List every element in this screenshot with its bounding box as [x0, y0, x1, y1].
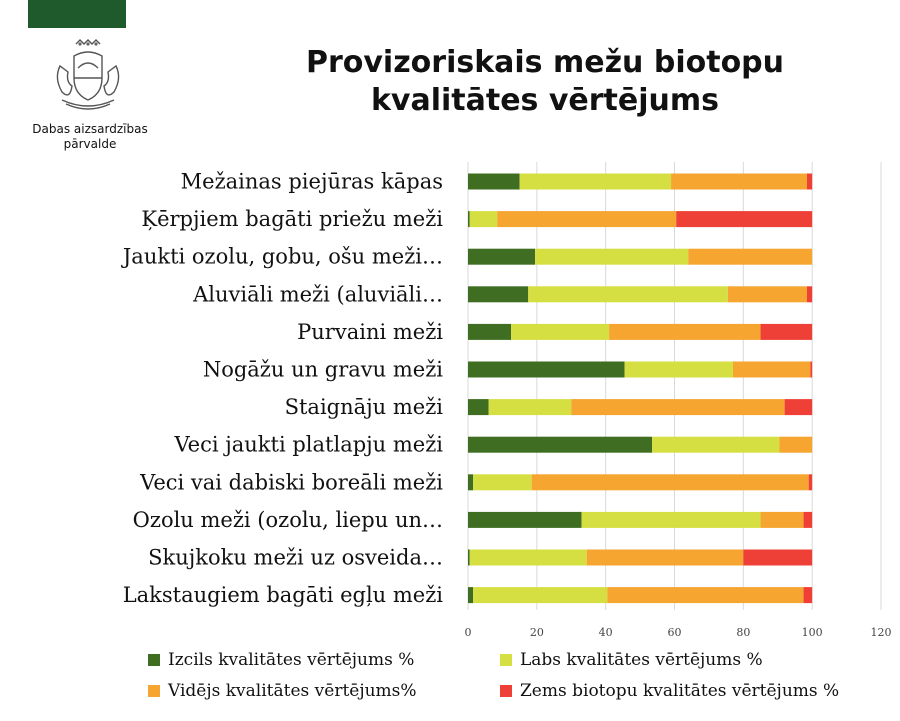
org-name-line1: Dabas aizsardzības — [32, 122, 148, 136]
bar-segment — [804, 512, 813, 528]
bar-segment — [497, 211, 676, 227]
bar-segment — [511, 324, 609, 340]
x-tick-label: 120 — [870, 626, 892, 639]
bar-segment — [671, 174, 807, 190]
bar-segment — [571, 399, 784, 415]
legend-label: Izcils kvalitātes vērtējums % — [168, 650, 415, 670]
title-line2: kvalitātes vērtējums — [370, 83, 720, 118]
bar-segment — [468, 550, 470, 566]
bar-segment — [468, 249, 535, 265]
bar-segment — [761, 512, 804, 528]
bar-segment — [468, 399, 489, 415]
legend-label: Labs kvalitātes vērtējums % — [520, 650, 763, 670]
bar-segment — [528, 286, 728, 302]
category-label: Lakstaugiem bagāti egļu meži — [122, 583, 443, 608]
bar-segment — [728, 286, 807, 302]
x-tick-label: 20 — [529, 626, 544, 639]
category-label: Ķērpjiem bagāti priežu meži — [141, 207, 443, 232]
bar-segment — [468, 512, 582, 528]
category-label: Staignāju meži — [284, 395, 443, 420]
bar-segment — [468, 324, 511, 340]
category-label: Jaukti ozolu, gobu, ošu meži… — [122, 244, 443, 269]
x-tick-label: 40 — [598, 626, 613, 639]
bar-segment — [468, 211, 470, 227]
x-tick-label: 60 — [667, 626, 682, 639]
category-label: Mežainas piejūras kāpas — [180, 169, 443, 194]
bar-segment — [587, 550, 744, 566]
bar-segment — [468, 362, 625, 378]
bar-segment — [743, 550, 812, 566]
bar-segment — [535, 249, 688, 265]
category-label: Veci jaukti platlapju meži — [174, 432, 443, 457]
bar-segment — [733, 362, 810, 378]
category-label: Skujkoku meži uz osveida… — [148, 545, 443, 570]
x-tick-label: 0 — [464, 626, 472, 639]
bar-segment — [470, 211, 498, 227]
bar-segment — [468, 286, 528, 302]
legend-label: Vidējs kvalitātes vērtējums% — [168, 681, 417, 701]
bar-segment — [468, 474, 473, 490]
bar-segment — [468, 437, 652, 453]
org-name-line2: pārvalde — [63, 137, 117, 151]
category-label: Nogāžu un gravu meži — [202, 357, 443, 382]
bar-segment — [688, 249, 812, 265]
bar-segment — [468, 174, 520, 190]
bar-segment — [785, 399, 813, 415]
bar-segment — [609, 324, 760, 340]
bar-segment — [761, 324, 813, 340]
bar-segment — [810, 362, 812, 378]
bar-segment — [607, 587, 803, 603]
title-line1: Provizoriskais mežu biotopu — [305, 45, 785, 80]
bar-segment — [582, 512, 761, 528]
bar-segment — [625, 362, 733, 378]
bar-segment — [652, 437, 779, 453]
x-tick-label: 100 — [801, 626, 823, 639]
bar-segment — [532, 474, 809, 490]
category-label: Ozolu meži (ozolu, liepu un… — [132, 507, 443, 532]
category-label: Purvaini meži — [297, 319, 443, 344]
bar-segment — [473, 587, 607, 603]
x-tick-label: 80 — [736, 626, 751, 639]
bar-segment — [804, 587, 813, 603]
bar-segment — [473, 474, 532, 490]
bar-segment — [470, 550, 587, 566]
bar-segment — [779, 437, 812, 453]
category-label: Aluviāli meži (aluviāli… — [193, 282, 443, 307]
bar-segment — [468, 587, 473, 603]
bar-segment — [809, 474, 812, 490]
legend-label: Zems biotopu kvalitātes vērtējums % — [520, 681, 840, 701]
bar-segment — [520, 174, 671, 190]
bar-segment — [489, 399, 572, 415]
bar-segment — [807, 286, 812, 302]
bar-segment — [807, 174, 812, 190]
bar-segment — [676, 211, 812, 227]
category-label: Veci vai dabiski boreāli meži — [140, 470, 443, 495]
